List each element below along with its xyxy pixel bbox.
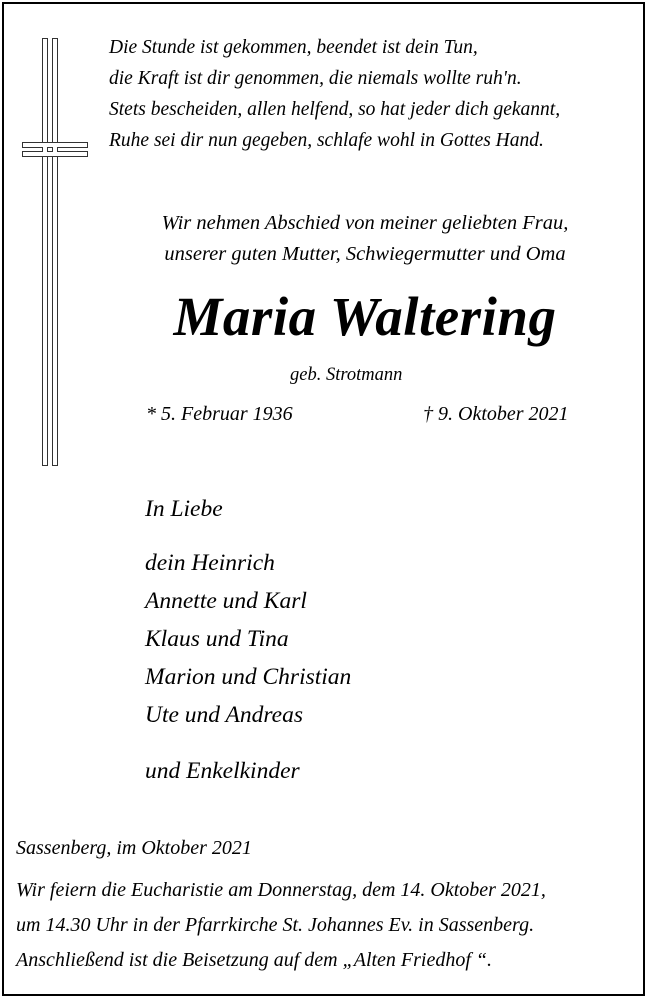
poem-line-3: Stets bescheiden, allen helfend, so hat jeder dich gekannt, bbox=[109, 99, 561, 120]
deceased-name: Maria Waltering bbox=[173, 286, 557, 347]
poem-line-1: Die Stunde ist gekommen, beendet ist dein Tun, bbox=[109, 37, 478, 58]
mourner-4: Marion und Christian bbox=[145, 664, 352, 690]
service-line-3: Anschließend ist die Beisetzung auf dem „Alten Friedhof “. bbox=[16, 949, 493, 971]
intro-line-2: unserer guten Mutter, Schwiegermutter und Oma bbox=[164, 243, 566, 265]
place-date: Sassenberg, im Oktober 2021 bbox=[16, 837, 252, 859]
in-love-label: In Liebe bbox=[145, 496, 223, 522]
poem-line-4: Ruhe sei dir nun gegeben, schlafe wohl in Gottes Hand. bbox=[109, 130, 544, 151]
mourner-5: Ute und Andreas bbox=[145, 702, 303, 728]
birth-date: * 5. Februar 1936 bbox=[146, 403, 293, 425]
mourner-3: Klaus und Tina bbox=[145, 626, 289, 652]
service-line-2: um 14.30 Uhr in der Pfarrkirche St. Johannes Ev. in Sassenberg. bbox=[16, 914, 535, 936]
poem-line-2: die Kraft ist dir genommen, die niemals wollte ruh'n. bbox=[109, 68, 522, 89]
maiden-name: geb. Strotmann bbox=[290, 365, 403, 385]
intro-line-1: Wir nehmen Abschied von meiner geliebten Frau, bbox=[161, 212, 569, 234]
grandchildren-line: und Enkelkinder bbox=[145, 758, 300, 784]
death-date: † 9. Oktober 2021 bbox=[423, 403, 569, 425]
service-line-1: Wir feiern die Eucharistie am Donnerstag, dem 14. Oktober 2021, bbox=[16, 879, 546, 901]
mourner-2: Annette und Karl bbox=[145, 588, 307, 614]
mourner-1: dein Heinrich bbox=[145, 550, 275, 576]
cross-icon bbox=[22, 38, 92, 468]
